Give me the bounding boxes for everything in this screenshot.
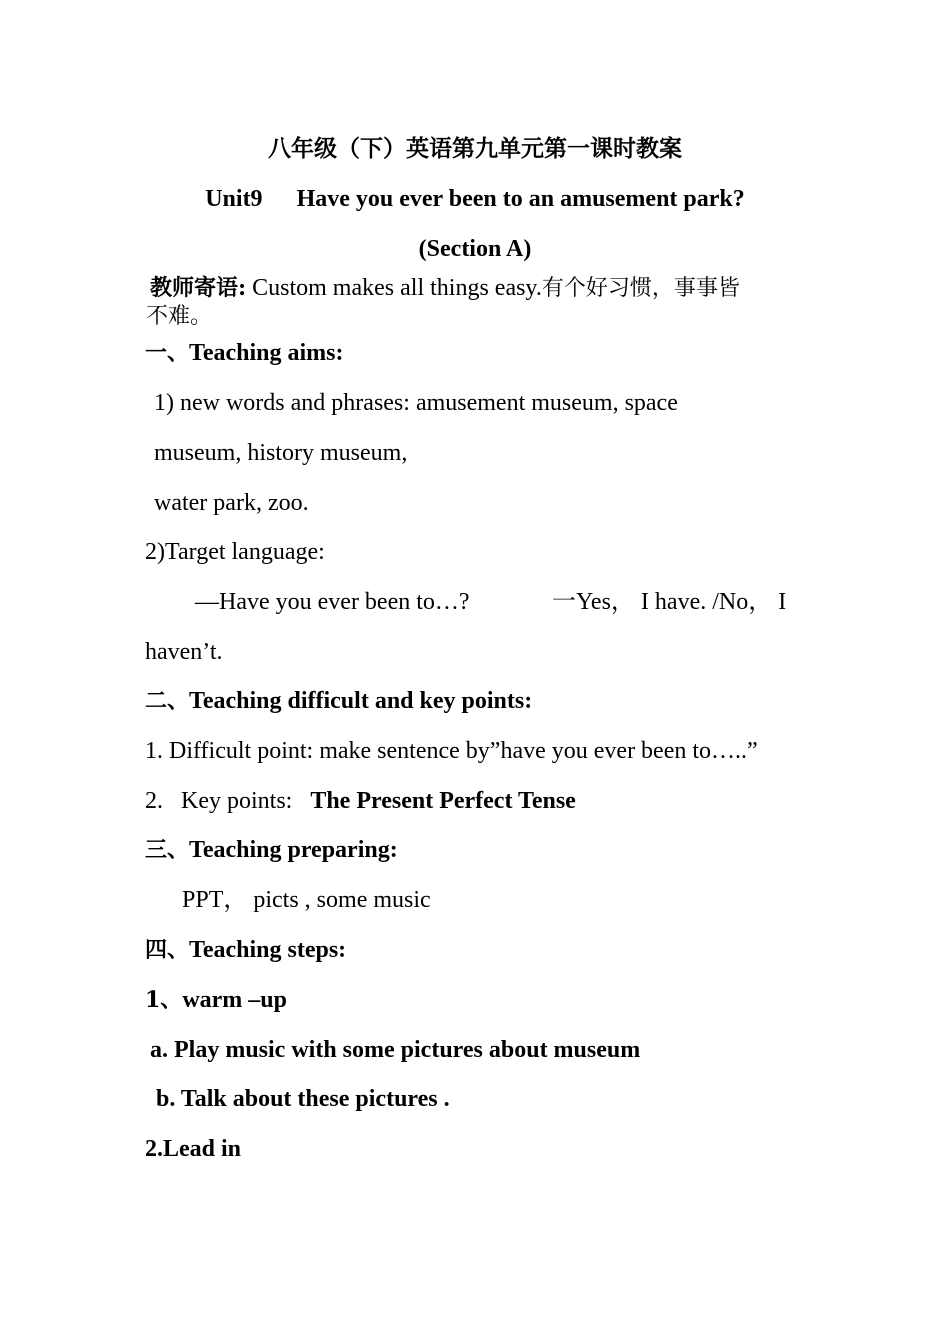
unit-title — [0, 184, 950, 214]
step1-a: a. Play music with some pictures about museum — [150, 1037, 641, 1063]
dialogue-answer: 一Yes， I have. /No， I — [552, 589, 787, 615]
aims-item1-line2: museum, history museum, — [154, 440, 408, 466]
unit-question: Have you ever been to an amusement park? — [296, 186, 745, 212]
aims-item1-line1: 1) new words and phrases: amusement museum, space — [154, 390, 678, 416]
steps-heading-text: Teaching steps: — [189, 937, 347, 963]
motto-label: 教师寄语: — [150, 275, 247, 301]
step1-label: warm –up — [182, 987, 287, 1013]
aims-heading — [145, 338, 343, 368]
section-label: (Section A) — [418, 236, 532, 262]
motto-chinese: 有个好习惯，事事皆 — [541, 276, 740, 301]
points-heading — [145, 686, 532, 716]
teacher-motto — [150, 273, 740, 304]
preparing-heading — [145, 835, 398, 865]
key-points-value: The Present Perfect Tense — [310, 788, 576, 814]
aims-prefix: 一、 — [145, 340, 190, 366]
motto-chinese-continued: 不难。 — [146, 304, 213, 329]
steps-prefix: 四、 — [145, 937, 190, 963]
aims-item2: 2)Target language: — [145, 539, 325, 565]
step1-heading — [145, 985, 287, 1015]
dialogue-answer-continued: haven’t. — [145, 639, 223, 665]
points-prefix: 二、 — [145, 688, 190, 714]
key-points-label: 2. Key points: — [145, 788, 311, 814]
motto-english: Custom makes all things easy. — [246, 275, 542, 301]
step2-heading: 2.Lead in — [145, 1136, 242, 1162]
unit-number: Unit9 — [205, 186, 263, 212]
key-points — [145, 786, 576, 816]
points-heading-text: Teaching difficult and key points: — [189, 688, 533, 714]
preparing-items: PPT， picts , some music — [182, 887, 431, 913]
difficult-point: 1. Difficult point: make sentence by”have you ever been to…..” — [145, 738, 758, 764]
document-title: 八年级（下）英语第九单元第一课时教案 — [268, 135, 682, 162]
preparing-prefix: 三、 — [145, 837, 190, 863]
step1-b: b. Talk about these pictures . — [156, 1086, 450, 1112]
preparing-heading-text: Teaching preparing: — [189, 837, 398, 863]
step1-number: 1、 — [145, 987, 183, 1013]
dialogue-question: —Have you ever been to…? — [195, 589, 470, 615]
steps-heading — [145, 935, 346, 965]
aims-heading-text: Teaching aims: — [189, 340, 344, 366]
aims-item1-line3: water park, zoo. — [154, 490, 309, 516]
